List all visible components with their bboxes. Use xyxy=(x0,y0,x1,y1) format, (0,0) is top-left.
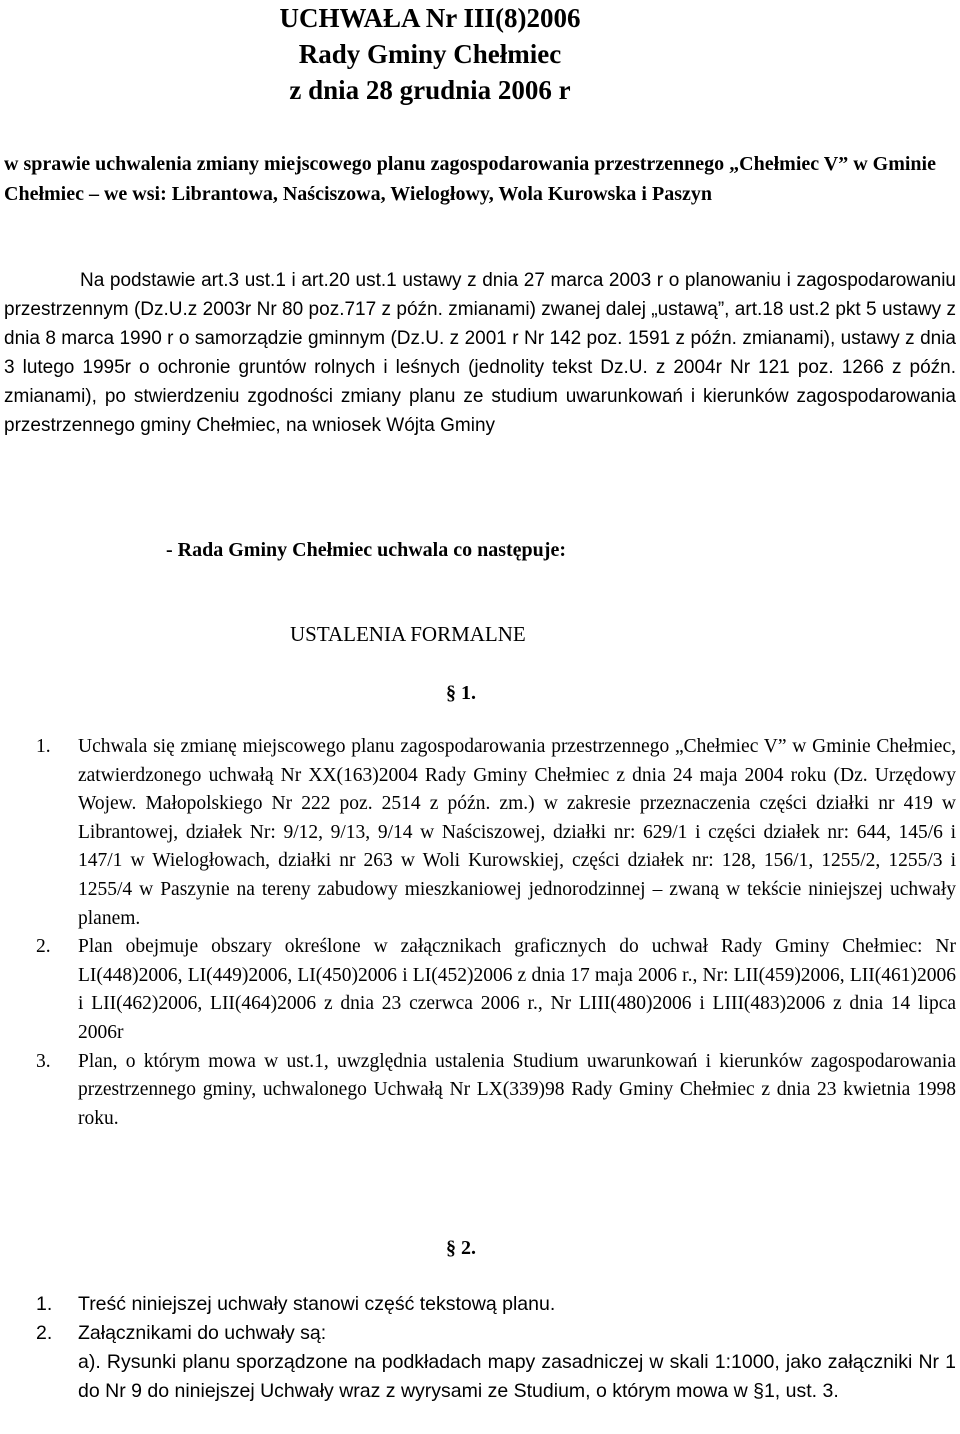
section-sign: § xyxy=(446,1237,456,1259)
paragraph-2-symbol: § 2. xyxy=(446,1237,476,1259)
item-text: Treść niniejszej uchwały stanowi część tekstową planu. xyxy=(78,1293,556,1315)
list-item xyxy=(36,1319,956,1406)
section-heading: USTALENIA FORMALNE xyxy=(290,622,526,646)
resolution-date: z dnia 28 grudnia 2006 r xyxy=(289,75,571,105)
preamble-text: Na podstawie art.3 ust.1 i art.20 ust.1 ustawy z dnia 27 marca 2003 r o planowaniu i zagospodarowaniu przestrzennym (Dz.U.z 2003r Nr 80 poz.717 z późn. zmianami) zwanej dalej „ustawą”, art.18 ust.2 pkt 5 ustawy z dnia 8 marca 1990 r o samorządzie gminnym (Dz.U. z 2001 r Nr 142 poz. 1591 z późn. zmianami), ustawy z dnia 3 lutego 1995r o ochronie gruntów rolnych i leśnych (jednolity tekst Dz.U. z 2004r Nr 121 poz. 1266 z późn. zmianami), po stwierdzeniu zgodności zmiany planu ze studium uwarunkowań i kierunków zagospodarowania przestrzennego gminy Chełmiec, na wniosek Wójta Gminy xyxy=(4,270,956,436)
sub-item: a). Rysunki planu sporządzone na podkładach mapy zasadniczej w skali 1:1000, jako załączniki Nr 1 do Nr 9 do niniejszej Uchwały wraz z wyrysami ze Studium, o którym mowa w §1, ust. 3. xyxy=(78,1351,956,1402)
resolution-subject: w sprawie uchwalenia zmiany miejscowego planu zagospodarowania przestrzennego „Chełmiec V” w Gminie Chełmiec – we wsi: Librantowa, Naściszowa, Wielogłowy, Wola Kurowska i Paszyn xyxy=(4,153,936,205)
item-number: 2. xyxy=(36,1322,53,1344)
list-item xyxy=(36,933,956,1047)
list-item xyxy=(36,1048,956,1134)
paragraph-2-list xyxy=(36,1290,956,1406)
paragraph-1-list xyxy=(36,733,956,1133)
list-item xyxy=(36,1290,956,1319)
resolution-title xyxy=(170,0,690,108)
item-text: Plan, o którym mowa w ust.1, uwzględnia ustalenia Studium uwarunkowań i kierunków zagospodarowania przestrzennego gminy, uchwalonego Uchwałą Nr LX(339)98 Rady Gminy Chełmiec z dnia 23 kwietnia 1998 roku. xyxy=(78,1050,956,1129)
item-text: Uchwala się zmianę miejscowego planu zagospodarowania przestrzennego „Chełmiec V” w Gminie Chełmiec, zatwierdzonego uchwałą Nr XX(163)2004 Rady Gminy Chełmiec z dnia 24 maja 2004 roku (Dz. Urzędowy Wojew. Małopolskiego Nr 222 poz. 2514 z późn. zm.) w zakresie przeznaczenia części działki nr 419 w Librantowej, działek Nr: 9/12, 9/13, 9/14 w Naściszowej, działki nr: 629/1 i części działek nr: 644, 145/6 i 147/1 w Wielogłowach, działki nr 263 w Woli Kurowskiej, części działek nr: 128, 156/1, 1255/2, 1255/3 i 1255/4 w Paszynie na tereny zabudowy mieszkaniowej jednorodzinnej – zwaną w tekście niniejszej uchwały planem. xyxy=(78,736,956,929)
item-text: Załącznikami do uchwały są: xyxy=(78,1322,327,1344)
list-item xyxy=(36,733,956,933)
preamble xyxy=(4,266,956,440)
paragraph-1-symbol: § 1. xyxy=(446,682,476,704)
resolution-number: UCHWAŁA Nr III(8)2006 xyxy=(279,3,581,33)
item-number: 1. xyxy=(36,736,51,757)
item-number: 3. xyxy=(36,1050,51,1072)
issuing-council: Rady Gminy Chełmiec xyxy=(298,39,562,69)
item-number: 2. xyxy=(36,936,51,958)
item-text: Plan obejmuje obszary określone w załącznikach graficznych do uchwał Rady Gminy Chełmiec: Nr LI(448)2006, LI(449)2006, LI(450)2006 i LI(452)2006 z dnia 17 maja 2006 r., Nr: LII(459)2006, LII(461)2006 i LII(462)2006, LII(464)2006 z dnia 23 czerwca 2006 r., Nr LIII(480)2006 i LIII(483)2006 z dnia 14 lipca 2006r xyxy=(78,936,956,1043)
item-number: 1. xyxy=(36,1293,53,1315)
decree-line: - Rada Gminy Chełmiec uchwala co następuje: xyxy=(166,539,566,561)
section-sign: § xyxy=(446,682,456,704)
